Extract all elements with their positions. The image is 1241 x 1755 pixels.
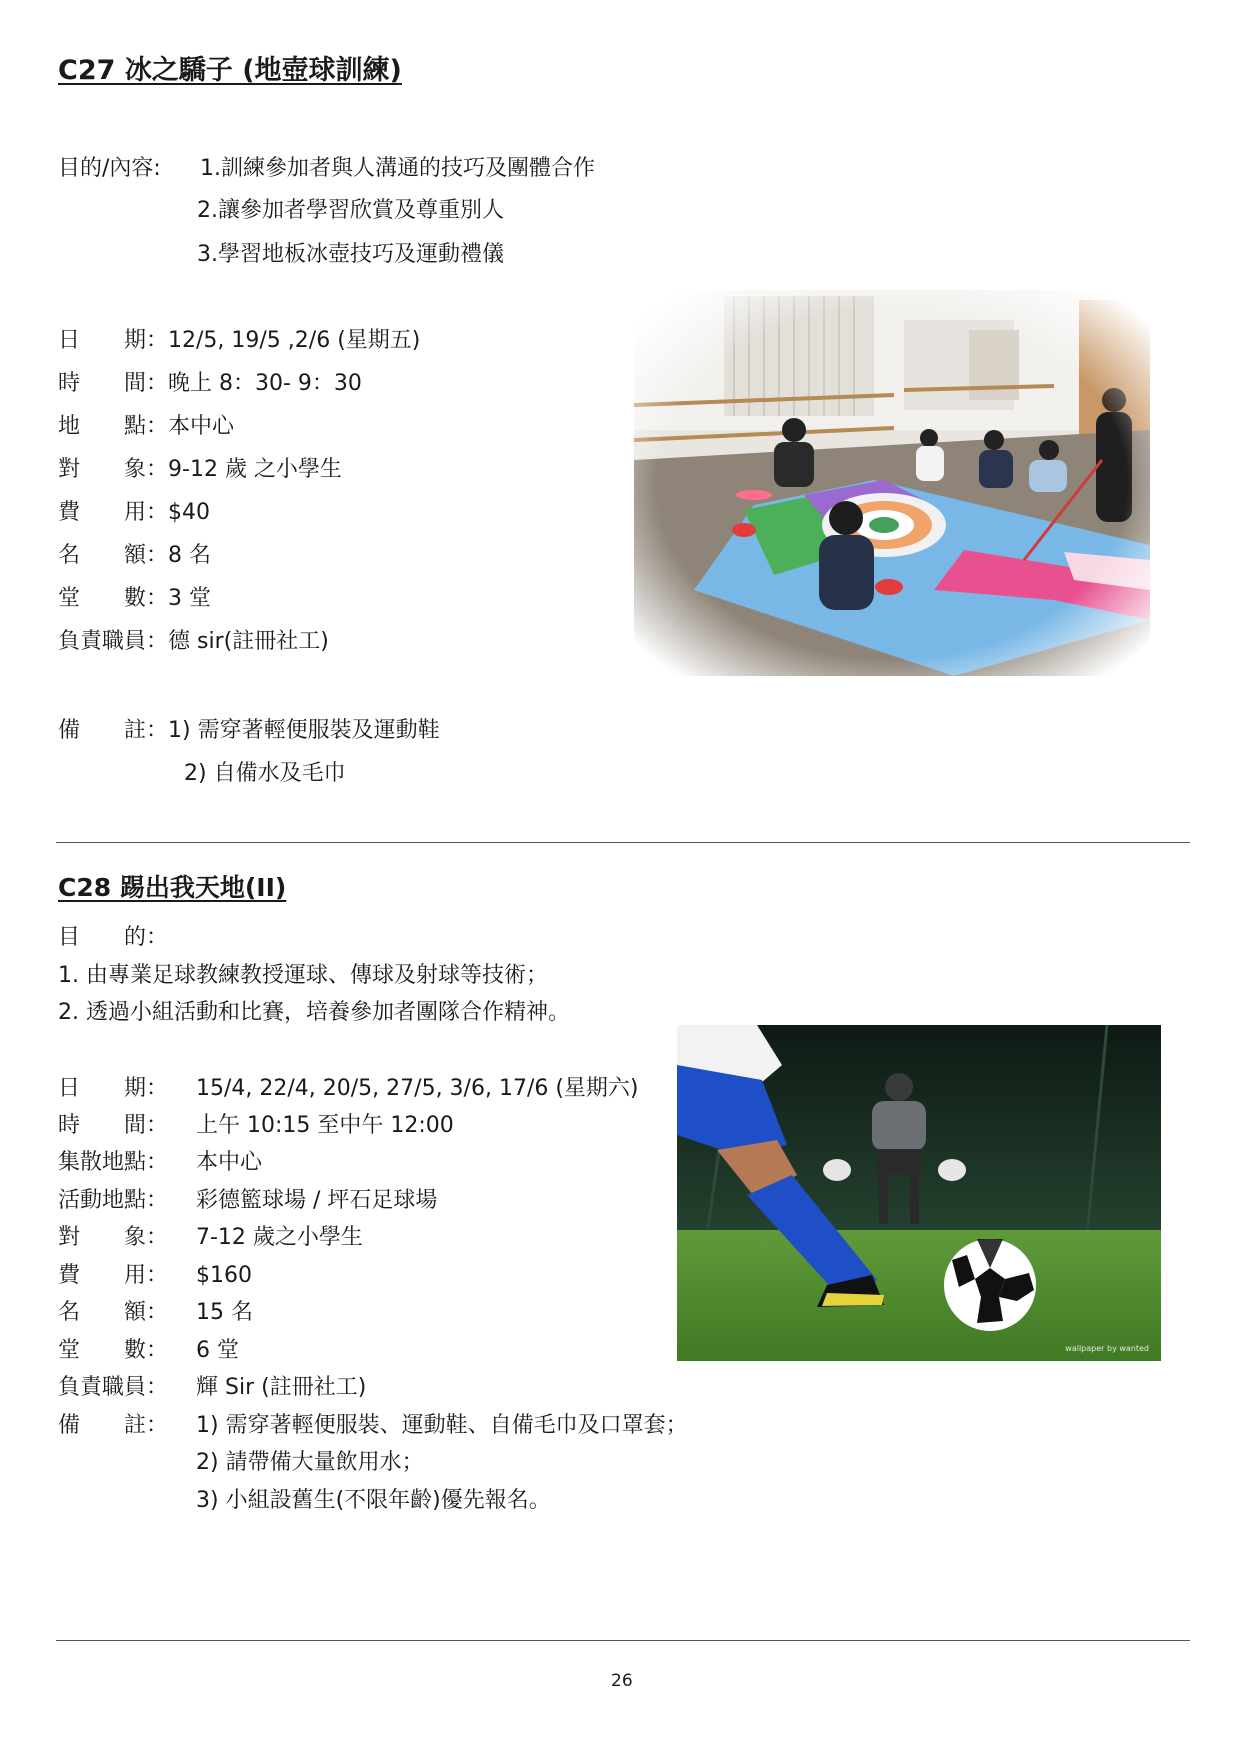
curling-photo bbox=[634, 290, 1150, 676]
field-label: 名 額： bbox=[58, 543, 169, 568]
c28-remarks bbox=[58, 1411, 688, 1441]
remark-2: 2) 自備水及毛巾 bbox=[184, 761, 346, 786]
field-label: 活動地點： bbox=[58, 1188, 169, 1213]
remark-1: 1) 需穿著輕便服裝及運動鞋 bbox=[168, 718, 440, 743]
field-value: 3 堂 bbox=[168, 586, 212, 611]
c28-row-staff bbox=[58, 1373, 366, 1403]
field-value: 上午 10:15 至中午 12:00 bbox=[196, 1113, 454, 1138]
page-number: 26 bbox=[611, 1671, 633, 1691]
field-label: 對 象： bbox=[58, 1225, 169, 1250]
c27-row-target bbox=[58, 455, 342, 485]
football-photo bbox=[677, 1025, 1161, 1361]
field-label: 負責職員： bbox=[58, 1375, 169, 1400]
field-label: 對 象： bbox=[58, 457, 169, 482]
c27-row-date bbox=[58, 326, 420, 356]
c28-row-time bbox=[58, 1111, 454, 1141]
c27-row-sessions bbox=[58, 584, 211, 614]
section-divider bbox=[56, 842, 1190, 843]
c28-purpose-1: 1. 由專業足球教練教授運球、傳球及射球等技術； bbox=[58, 963, 548, 988]
field-value: $160 bbox=[196, 1263, 252, 1288]
c28-row-date bbox=[58, 1074, 639, 1104]
field-label: 費 用： bbox=[58, 1263, 169, 1288]
c28-row-fee bbox=[58, 1261, 252, 1291]
field-label: 時 間： bbox=[58, 1113, 169, 1138]
c27-row-fee bbox=[58, 498, 210, 528]
c27-remarks bbox=[58, 716, 440, 746]
remark-1: 1) 需穿著輕便服裝、運動鞋、自備毛巾及口罩套； bbox=[196, 1413, 688, 1438]
c28-row-venue bbox=[58, 1186, 437, 1216]
field-value: 15 名 bbox=[196, 1300, 253, 1325]
c28-purpose-label: 目 的： bbox=[58, 925, 169, 950]
field-label: 備 註： bbox=[58, 718, 169, 743]
field-value: 晚上 8：30- 9：30 bbox=[168, 371, 362, 396]
field-value: 德 sir(註冊社工) bbox=[168, 629, 329, 654]
field-value: $40 bbox=[168, 500, 211, 525]
c27-row-quota bbox=[58, 541, 211, 571]
c28-title: C28 踢出我天地(II) bbox=[58, 873, 287, 902]
field-value: 9-12 歲 之小學生 bbox=[168, 457, 342, 482]
field-label: 集散地點： bbox=[58, 1150, 169, 1175]
field-label: 備 註： bbox=[58, 1413, 169, 1438]
c27-row-venue bbox=[58, 412, 234, 442]
field-label: 名 額： bbox=[58, 1300, 169, 1325]
remark-3: 3) 小組設舊生(不限年齡)優先報名。 bbox=[196, 1488, 551, 1513]
field-value: 7-12 歲之小學生 bbox=[196, 1225, 363, 1250]
field-value: 本中心 bbox=[168, 414, 235, 439]
footer-divider bbox=[56, 1640, 1190, 1641]
field-value: 本中心 bbox=[196, 1150, 263, 1175]
field-value: 6 堂 bbox=[196, 1338, 239, 1363]
remark-2: 2) 請帶備大量飲用水； bbox=[196, 1450, 424, 1475]
c27-purpose-3: 3.學習地板冰壺技巧及運動禮儀 bbox=[197, 242, 504, 267]
field-label: 日 期： bbox=[58, 328, 169, 353]
field-value: 8 名 bbox=[168, 543, 212, 568]
field-label: 堂 數： bbox=[58, 586, 169, 611]
c27-row-staff bbox=[58, 627, 329, 657]
field-label: 地 點： bbox=[58, 414, 169, 439]
c27-purpose-1: 1.訓練參加者與人溝通的技巧及團體合作 bbox=[200, 156, 595, 181]
photo-watermark: wallpaper by wanted bbox=[1065, 1344, 1149, 1353]
field-value: 12/5, 19/5 ,2/6 (星期五) bbox=[168, 328, 421, 353]
field-label: 負責職員： bbox=[58, 629, 169, 654]
c28-row-quota bbox=[58, 1298, 253, 1328]
field-label: 日 期： bbox=[58, 1076, 169, 1101]
c27-title: C27 冰之驕子 (地壺球訓練) bbox=[58, 55, 402, 86]
field-value: 彩德籃球場 / 坪石足球場 bbox=[196, 1188, 438, 1213]
c27-purpose-label: 目的/內容: bbox=[58, 156, 161, 181]
field-label: 時 間： bbox=[58, 371, 169, 396]
field-value: 15/4, 22/4, 20/5, 27/5, 3/6, 17/6 (星期六) bbox=[196, 1076, 639, 1101]
c28-row-assembly bbox=[58, 1148, 262, 1178]
c27-row-time bbox=[58, 369, 362, 399]
field-label: 堂 數： bbox=[58, 1338, 169, 1363]
c28-purpose-2: 2. 透過小組活動和比賽，培養參加者團隊合作精神。 bbox=[58, 1000, 570, 1025]
field-label: 費 用： bbox=[58, 500, 169, 525]
field-value: 輝 Sir (註冊社工) bbox=[196, 1375, 367, 1400]
c28-row-sessions bbox=[58, 1336, 239, 1366]
c27-purpose-2: 2.讓參加者學習欣賞及尊重別人 bbox=[197, 198, 504, 223]
c28-row-target bbox=[58, 1223, 363, 1253]
